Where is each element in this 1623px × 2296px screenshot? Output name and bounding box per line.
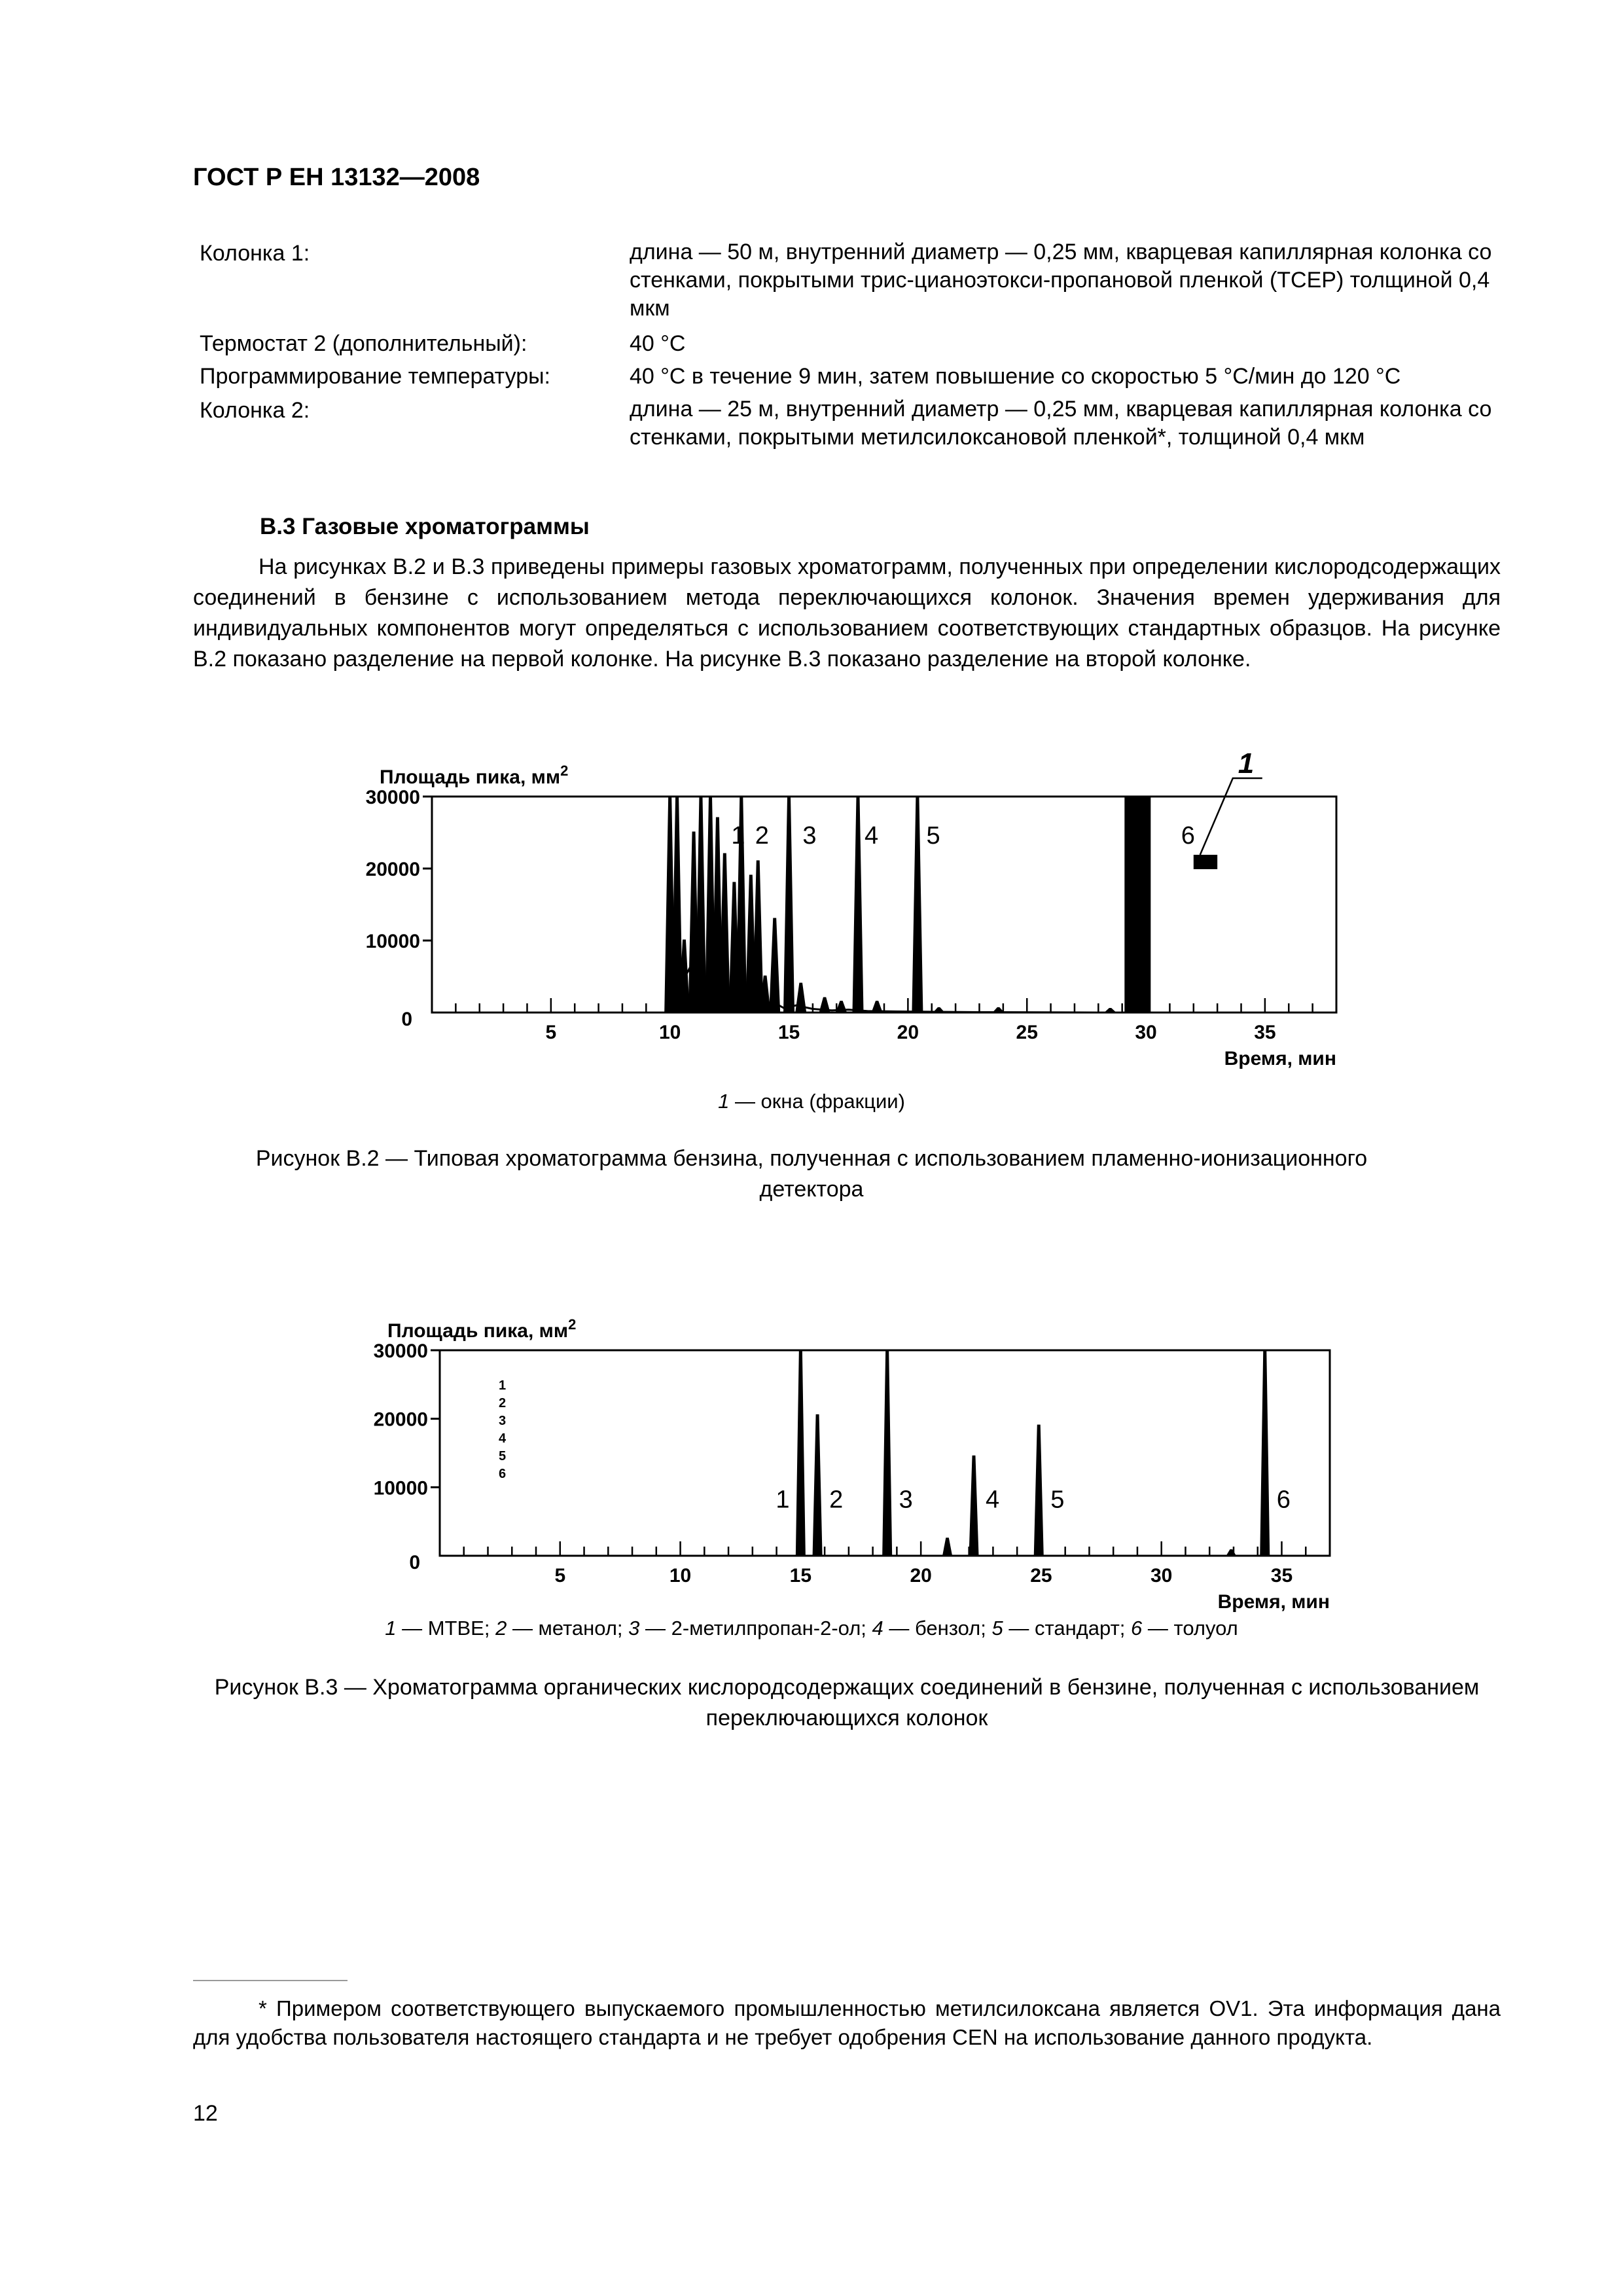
x-tick-label: 20: [910, 1565, 932, 1587]
legend-text: — 2-метилпропан-2-ол;: [639, 1617, 872, 1640]
peak-label: 6: [1276, 1486, 1291, 1514]
legend-text: — стандарт;: [1003, 1617, 1131, 1640]
legend-number: 3: [628, 1617, 640, 1640]
x-tick-label: 10: [658, 1022, 681, 1043]
chart-peak: [673, 797, 682, 1013]
inset-label: 3: [499, 1414, 507, 1428]
legend-number: 1: [385, 1617, 397, 1640]
chart-peak: [796, 1350, 804, 1556]
peak-label: 2: [755, 822, 769, 850]
figure-b3-legend: [0, 1617, 1623, 1640]
y-tick-label: 0: [409, 1552, 420, 1573]
param-label: Термостат 2 (дополнительный):: [200, 331, 527, 356]
chart-peak: [720, 854, 729, 1013]
y-tick-label: 0: [401, 1009, 412, 1030]
x-axis-label: Время, мин: [1217, 1591, 1330, 1613]
chart-b2: [353, 736, 1355, 1103]
x-tick-label: 20: [897, 1022, 919, 1043]
chart-peak: [1261, 1350, 1269, 1556]
chart-peak: [770, 919, 779, 1013]
figure-b2: [353, 736, 1355, 1103]
y-axis-label: Площадь пика, $мм^2$: [380, 762, 569, 788]
figure-b2-caption: Рисунок В.2 — Типовая хроматограмма бензина, полученная с использованием пламенно-ионизационного детектора: [255, 1146, 1368, 1202]
inset-label: 6: [499, 1467, 507, 1481]
legend-number: 1: [718, 1090, 730, 1113]
x-tick-label: 30: [1150, 1565, 1173, 1587]
x-tick-label: 25: [1030, 1565, 1052, 1587]
chart-peak: [1106, 1009, 1115, 1013]
chart-peak: [913, 797, 922, 1013]
chart-peak: [785, 797, 794, 1013]
legend-number: 4: [872, 1617, 883, 1640]
param-label: Программирование температуры:: [200, 364, 550, 389]
legend-number: 2: [495, 1617, 507, 1640]
param-value: длина — 50 м, внутренний диаметр — 0,25 мм, кварцевая капиллярная колонка со стенками, покрытыми трис-цианоэтокси-пропановой пленкой (TCEP) толщиной 0,4 мкм: [630, 240, 1492, 321]
footnote: * Примером соответствующего выпускаемого промышленностью метилсилоксана является OV1. Эта информация дана для удобства пользователя настоящего стандарта и не требует одобрения CEN на использование данного продукта.: [193, 1996, 1501, 2049]
peak-label: 4: [864, 822, 879, 850]
legend-number: 5: [991, 1617, 1003, 1640]
param-value: 40 °С: [630, 331, 686, 356]
plot-frame: [432, 797, 1336, 1013]
x-tick-label: 30: [1135, 1022, 1157, 1043]
window-marker-label: 1: [1238, 747, 1255, 780]
peak-label: 1: [776, 1486, 790, 1514]
y-axis-label-superscript: 2: [568, 1316, 577, 1333]
peak-label: 5: [1050, 1486, 1065, 1514]
y-axis-label-superscript: 2: [560, 762, 569, 779]
x-tick-label: 15: [777, 1022, 800, 1043]
legend-text: — окна (фракции): [729, 1090, 905, 1113]
chart-peak: [853, 797, 863, 1013]
y-axis-label: Площадь пика, $мм^2$: [387, 1316, 577, 1342]
peak-label: 3: [802, 822, 817, 850]
chart-peak: [883, 1350, 891, 1556]
y-tick-label: 30000: [373, 1340, 428, 1362]
x-tick-label: 5: [554, 1565, 566, 1587]
chart-peak: [696, 797, 705, 1013]
chart-peak: [813, 1415, 821, 1556]
figure-b2-legend: [0, 1090, 1623, 1113]
x-tick-label: 35: [1270, 1565, 1293, 1587]
inset-label: 2: [499, 1396, 507, 1410]
legend-text: — MTBE;: [396, 1617, 496, 1640]
peak-label: 2: [829, 1486, 844, 1514]
param-label: Колонка 2:: [200, 398, 310, 423]
figure-b3: [366, 1299, 1355, 1613]
figure-b3-caption: Рисунок В.3 — Хроматограмма органических кислородсодержащих соединений в бензине, полученная с использованием переключающихся колонок: [214, 1675, 1480, 1731]
peak-label: 1: [731, 822, 745, 850]
peak-label: 4: [986, 1486, 1000, 1514]
peak-label: 5: [926, 822, 940, 850]
x-axis-label: Время, мин: [1224, 1048, 1336, 1069]
legend-text: — бензол;: [883, 1617, 992, 1640]
chart-bar-peak: [1124, 797, 1150, 1013]
chart-peak: [753, 861, 762, 1013]
peak-label: 6: [1181, 822, 1195, 850]
y-tick-label: 20000: [373, 1408, 428, 1431]
document-header: ГОСТ Р ЕН 13132—2008: [193, 164, 480, 191]
x-tick-label: 15: [789, 1565, 812, 1587]
inset-label: 1: [499, 1378, 507, 1393]
x-tick-label: 5: [545, 1022, 557, 1043]
chart-peak: [944, 1539, 952, 1556]
legend-text: — толуол: [1142, 1617, 1238, 1640]
body-paragraph: На рисунках В.2 и В.3 приведены примеры газовых хроматограмм, полученных при определении кислородсодержащих соединений в бензине с использованием метода переключающихся колонок. Значения времен удерживания для индивидуальных компонентов могут определяться с использованием соответствующих стандартных образцов. На рисунке В.2 показано разделение на первой колонке. На рисунке В.3 показано разделение на второй колонке.: [193, 554, 1501, 672]
chart-peak: [970, 1456, 978, 1556]
window-marker: [1194, 855, 1217, 869]
page-number: 12: [193, 2101, 218, 2126]
y-tick-label: 20000: [365, 859, 420, 880]
chart-peak: [796, 984, 806, 1013]
inset-label: 4: [499, 1431, 507, 1446]
section-title: В.3 Газовые хроматограммы: [260, 514, 590, 539]
peak-label: 3: [899, 1486, 913, 1514]
footnote-divider: [193, 1980, 348, 1981]
param-value: длина — 25 м, внутренний диаметр — 0,25 мм, кварцевая капиллярная колонка со стенками, покрытыми метилсилоксановой пленкой*, толщиной 0,4 мкм: [630, 397, 1492, 450]
param-value: 40 °С в течение 9 мин, затем повышение со скоростью 5 °С/мин до 120 °С: [630, 364, 1401, 389]
param-label: Колонка 1:: [200, 241, 310, 266]
window-leader-line: [1200, 778, 1262, 855]
x-tick-label: 35: [1254, 1022, 1276, 1043]
chart-b3: [366, 1299, 1355, 1613]
y-tick-label: 10000: [365, 931, 420, 952]
legend-number: 6: [1131, 1617, 1143, 1640]
chart-peak: [1035, 1426, 1043, 1556]
y-tick-label: 10000: [373, 1477, 428, 1499]
y-tick-label: 30000: [365, 787, 420, 808]
legend-text: — метанол;: [507, 1617, 629, 1640]
inset-label: 5: [499, 1449, 507, 1463]
x-tick-label: 10: [669, 1565, 692, 1587]
x-tick-label: 25: [1016, 1022, 1038, 1043]
